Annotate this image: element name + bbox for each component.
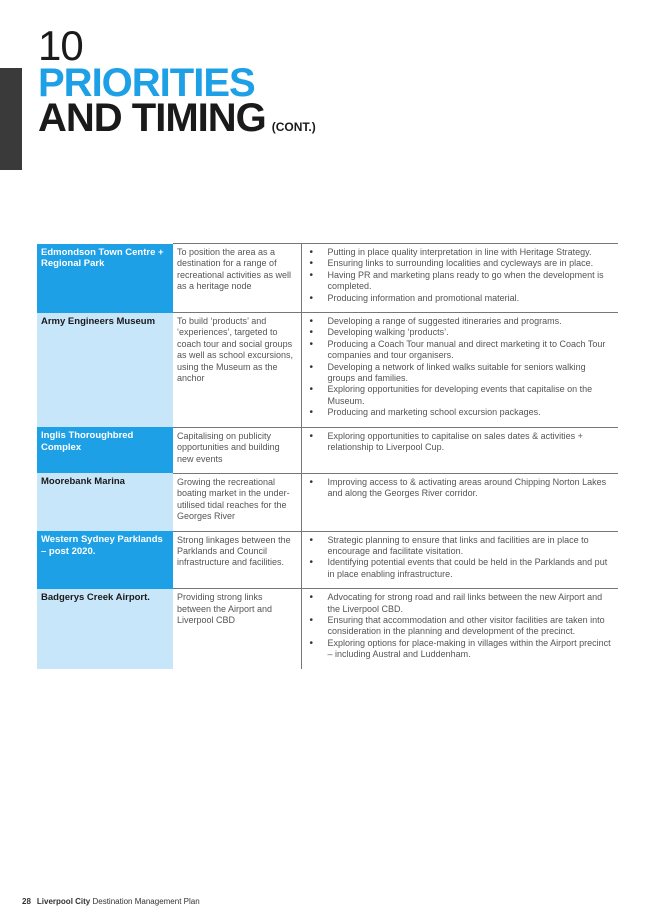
table-row xyxy=(37,589,618,669)
priority-name: Inglis Thoroughbred Complex xyxy=(37,427,173,473)
priority-actions xyxy=(301,244,618,313)
priority-actions xyxy=(301,473,618,531)
table-row xyxy=(37,473,618,531)
priority-name: Edmondson Town Centre + Regional Park xyxy=(37,244,173,313)
priority-purpose: Providing strong links between the Airport and Liverpool CBD xyxy=(173,589,301,669)
table-row xyxy=(37,244,618,313)
title-line-2-text: AND TIMING xyxy=(38,96,266,140)
list-item: • Exploring opportunities for developing events that capitalise on the Museum. xyxy=(308,384,615,407)
list-item: • Advocating for strong road and rail links between the new Airport and the Liverpool CBD. xyxy=(308,592,615,615)
priority-name: Moorebank Marina xyxy=(37,473,173,531)
list-item: • Improving access to & activating areas around Chipping Norton Lakes and along the Georges River corridor. xyxy=(308,477,615,500)
title-line-2 xyxy=(38,96,316,145)
list-item: • Having PR and marketing plans ready to go when the development is completed. xyxy=(308,270,615,293)
section-number: 10 xyxy=(38,22,83,69)
page-number: 28 xyxy=(22,897,31,906)
priority-actions xyxy=(301,313,618,428)
list-item: • Producing information and promotional material. xyxy=(308,293,615,304)
priority-actions xyxy=(301,531,618,589)
priority-actions xyxy=(301,427,618,473)
list-item: • Developing a network of linked walks suitable for seniors walking groups and families. xyxy=(308,362,615,385)
priority-purpose: To position the area as a destination for a range of recreational activities as well as a heritage node xyxy=(173,244,301,313)
list-item: • Ensuring that accommodation and other visitor facilities are taken into consideration in the planning and development of the precinct. xyxy=(308,615,615,638)
list-item: • Putting in place quality interpretation in line with Heritage Strategy. xyxy=(308,247,615,258)
page-footer xyxy=(22,897,200,906)
continued-label: (CONT.) xyxy=(271,120,316,134)
table-row xyxy=(37,427,618,473)
priority-purpose: Capitalising on publicity opportunities and building new events xyxy=(173,427,301,473)
page-heading xyxy=(38,22,316,145)
priorities-table xyxy=(37,243,618,669)
list-item: • Producing and marketing school excursion packages. xyxy=(308,407,615,418)
list-item: • Developing walking ‘products’. xyxy=(308,327,615,338)
priority-name: Badgerys Creek Airport. xyxy=(37,589,173,669)
list-item: • Ensuring links to surrounding localities and cycleways are in place. xyxy=(308,258,615,269)
priority-purpose: Strong linkages between the Parklands and Council infrastructure and facilities. xyxy=(173,531,301,589)
footer-doc-title: Destination Management Plan xyxy=(92,897,200,906)
list-item: • Exploring opportunities to capitalise on sales dates & activities + relationship to Liverpool Cup. xyxy=(308,431,615,454)
priority-name: Western Sydney Parklands – post 2020. xyxy=(37,531,173,589)
list-item: • Developing a range of suggested itineraries and programs. xyxy=(308,316,615,327)
list-item: • Identifying potential events that could be held in the Parklands and put in place enabling infrastructure. xyxy=(308,557,615,580)
list-item: • Producing a Coach Tour manual and direct marketing it to Coach Tour companies and tour organisers. xyxy=(308,339,615,362)
priority-actions xyxy=(301,589,618,669)
priority-purpose: To build ‘products’ and ‘experiences’, targeted to coach tour and social groups as well as school excursions, using the Museum as the anchor xyxy=(173,313,301,428)
priority-name: Army Engineers Museum xyxy=(37,313,173,428)
title-line-1: PRIORITIES xyxy=(38,61,255,105)
footer-org: Liverpool City xyxy=(36,897,91,906)
table-row xyxy=(37,531,618,589)
table-row xyxy=(37,313,618,428)
list-item: • Strategic planning to ensure that links and facilities are in place to encourage and facilitate visitation. xyxy=(308,535,615,558)
side-tab-marker xyxy=(0,68,22,170)
list-item: • Exploring options for place-making in villages within the Airport precinct – including Austral and Luddenham. xyxy=(308,638,615,661)
priority-purpose: Growing the recreational boating market in the under-utilised tidal reaches for the Georges River xyxy=(173,473,301,531)
